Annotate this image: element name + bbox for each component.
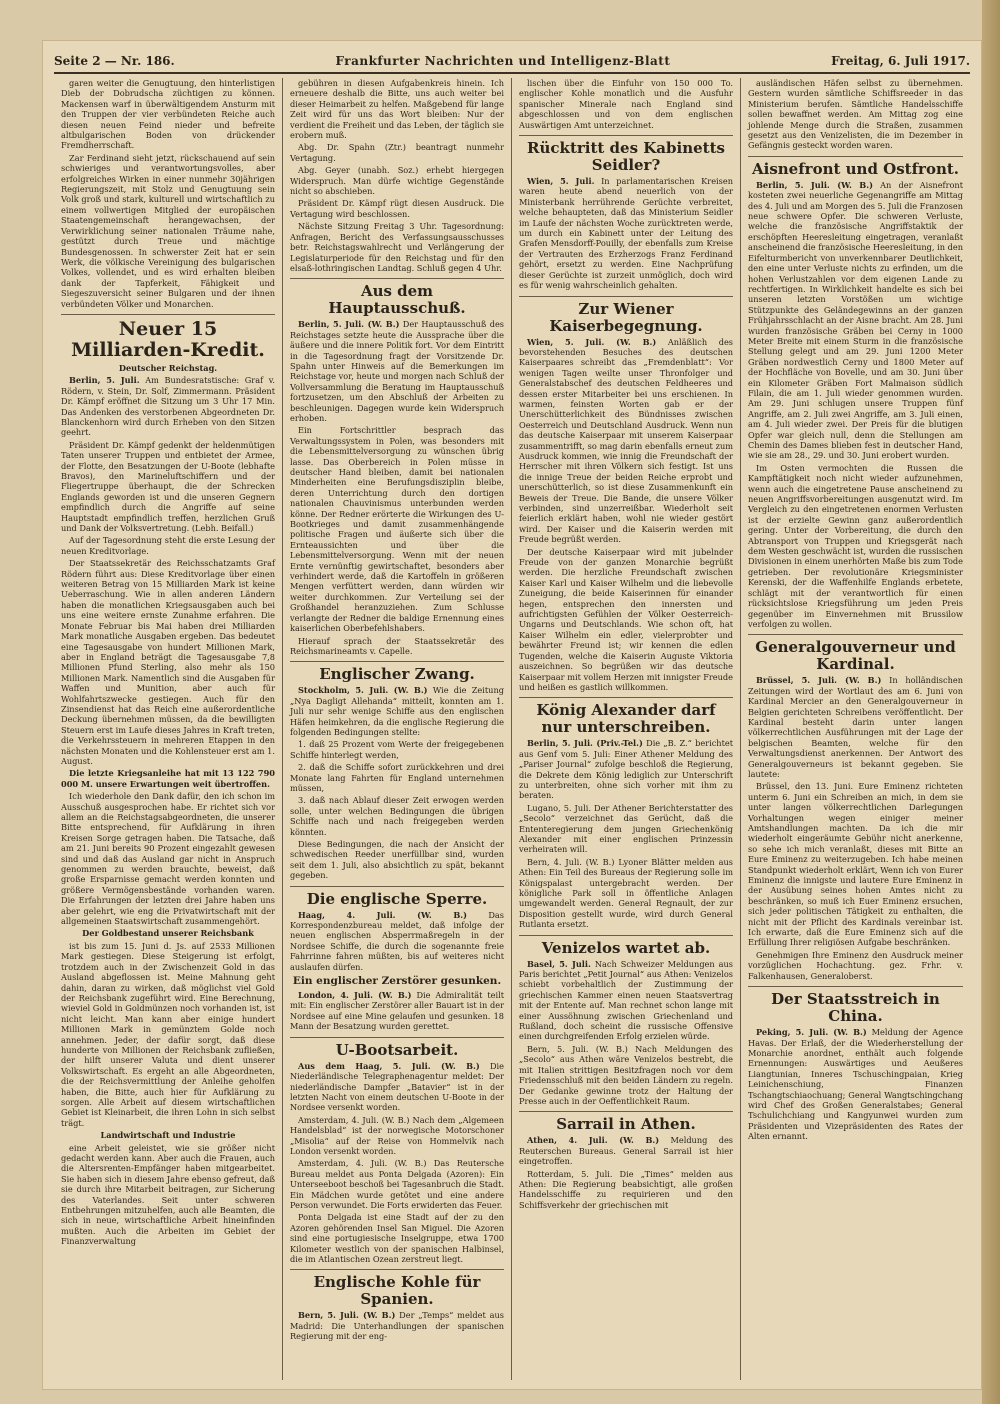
paragraph [748, 675, 963, 779]
paragraph: garen weiter die Genugtuung, den hinterlistigen Dieb der Dobrudscha züchtigen zu können. Mackensen warf in überwältigendem Ansturm mit den Truppen der vier verbündeten Reiche auch diesen neuen Feind nieder und befreite altbulgarischen Boden von drückender Fremdherrschaft. [61, 78, 275, 151]
column-2 [283, 78, 512, 1380]
headline-venizelos: Venizelos wartet ab. [519, 935, 733, 957]
paragraph: Bern, 5. Juli. (W. B.) Nach Meldungen des „Secolo“ aus Athen wäre Venizelos bestrebt, die mit Italien strittigen Besitzfragen noch vor dem Friedensschluß mit den beiden Ländern zu regeln. Der Gedanke gewinne trotz der Haltung der Presse auch in der Oeffentlichkeit Raum. [519, 1043, 733, 1106]
paragraph-text: Meldung der Agence Havas. Der Erlaß, der die Wiederherstellung der Monarchie anordnet, enthält auch folgende Ernennungen: Auswärtiges und Aeußeres Liangtunian, Inneres Tschuschingpaian, Krieg Leinichenschiung, Finanzen Tschangtschiaochuang; General Wangtschingchang wird Chef des Großen Generalstabes; General Tschulichchiang und Kangyunwei wurden zum Präsidenten und Vizepräsidenten des Rates der Alten ernannt. [748, 1027, 963, 1142]
dateline: Berlin, 5. Juli. (W. B.) [298, 319, 400, 330]
dateline: Berlin, 5. Juli. [69, 375, 140, 386]
paragraph [290, 685, 504, 737]
dateline: Brüssel, 5. Juli. (W. B.) [756, 675, 882, 686]
paragraph-text: Der Hauptausschuß des Reichstages setzte heute die Aussprache über die äußere und die innere Politik fort. Vor dem Eintritt in die Tagesordnung fragt der Vorsitzende Dr. Spahn unter Hinweis auf die Bemerkungen im Reichstage vor, heute und morgen nach Schluß der Vollversammlung die Beratung im Hauptausschuß fortzusetzen, um den Abschluß der Arbeiten zu beschleunigen. Dagegen wurde kein Widerspruch erhoben. [290, 319, 504, 423]
paragraph: Bern, 4. Juli. (W. B.) Lyoner Blätter melden aus Athen: Ein Teil des Bureaus der Regierung solle im Königspalast untergebracht werden. Der königliche Park soll in öffentliche Anlagen umgewandelt werden. General Regnault, der zur Disposition gestellt wurde, wird durch General Rutlanta ersetzt. [519, 856, 733, 930]
headline-kredit: Neuer 15 Milliarden-Kredit. [61, 314, 275, 361]
subheadline-reichstag: Deutscher Reichstag. [118, 362, 218, 373]
dateline: Wien, 5. Juli. (W. B.) [527, 336, 657, 347]
paragraph: Lugano, 5. Juli. Der Athener Berichterstatter des „Secolo“ verzeichnet das Gerücht, daß die Ententeregierung dem jungen Griechenkönig Alexander mit einer englischen Prinzessin verheiraten will. [519, 802, 733, 855]
paragraph [290, 910, 504, 972]
column-3 [512, 78, 741, 1380]
headline-sperre: Die englische Sperre. [290, 886, 504, 908]
paragraph: Die letzte Kriegsanleihe hat mit 13 122 790 000 M. unsere Erwartungen weit übertroffen. [61, 768, 275, 789]
paragraph [519, 176, 733, 290]
column-1 [54, 78, 283, 1380]
paragraph-text: In holländischen Zeitungen wird der Wortlaut des am 6. Juni von Kardinal Mercier an den Generalgouverneur in Belgien gerichteten Schreibens veröffentlicht. Der Kardinal besteht darin unter langen völkerrechtlichen Ausführungen mit der Lage der belgischen Beamten, welche für den Verwaltungsdienst anerkennen. Der Antwort des Generalgouverneurs ist bekannt gegeben. Sie lautete: [748, 675, 963, 779]
dateline: Basel, 5. Juli. [527, 958, 591, 969]
paragraph: ausländischen Häfen selbst zu übernehmen. Gestern wurden sämtliche Schiffsreeder in das Ministerium berufen. Sämtliche Handelsschiffe sollen bewaffnet werden. Am Mittag zog eine johlende Menge durch die Straßen, zusammen gesetzt aus den Venizelisten, die im Dezember in Gefängnis gesteckt worden waren. [748, 78, 963, 151]
paragraph [290, 990, 504, 1032]
paragraph [290, 1061, 504, 1113]
paragraph [748, 1027, 963, 1141]
dateline: Peking, 5. Juli. (W. B.) [756, 1027, 867, 1038]
paragraph-text: Die Niederländische Telegraphenagentur meldet: Der niederländische Dampfer „Batavier“ ist in der letzten Nacht von einem deutschen U-Boote in der Nordsee versenkt worden. [290, 1060, 504, 1113]
headline-zerstoerer: Ein englischer Zerstörer gesunken. [292, 975, 502, 988]
paragraph: Amsterdam, 4. Juli. (W. B.) Das Reutersche Bureau meldet aus Ponta Delgada (Azoren): Ein Unterseeboot beschoß bei Tagesanbruch die Stadt. Ein Mädchen wurde getötet und eine andere Person verwundet. Die Forts erwiderten das Feuer. [290, 1158, 504, 1210]
paragraph: Der deutsche Kaiserpaar wird mit jubelnder Freude von der ganzen Monarchie begrüßt werden. Die herzliche Freundschaft zwischen Kaiser Karl und Kaiser Wilhelm und die liebevolle Zuneigung, die beide Kaiserinnen für einander hegen, entsprechen den innersten und aufrichtigsten Gefühlen der Völker Oesterreich-Ungarns und Deutschlands. Wie schon oft, hat Kaiser Wilhelm ein edler, vielerprobter und bewährter Freund ist; wir kennen die edlen Tugenden, welche die Kaiserin Auguste Viktoria auszeichnen. So begrüßen wir das deutsche Kaiserpaar mit vollem Herzen mit innigster Freude und heißen es gastlich willkommen. [519, 546, 733, 692]
newspaper-title: Frankfurter Nachrichten und Intelligenz-Blatt [335, 54, 671, 68]
paragraph: Nächste Sitzung Freitag 3 Uhr. Tagesordnung: Anfragen, Bericht des Verfassungsausschusses betr. Reichstagswahlrecht und Verlängerung der Legislaturperiode für den Reichstag und für den elsaß-lothringischen Landtag. Schluß gegen 4 Uhr. [290, 221, 504, 273]
paragraph [519, 337, 733, 545]
headline-generalgouverneur: Generalgouverneur und Kardinal. [748, 634, 963, 673]
paragraph-text: In parlamentarischen Kreisen waren heute abend neuerlich von der Ministerbank herrührende Gerüchte verbreitet, welche behaupteten, daß das Ministerium Seidler im Laufe der nächsten Woche zurücktreten werde, um durch ein Kabinett unter der Leitung des Grafen Mensdorff-Pouilly, der ebenfalls zum Kreise der Vertrauten des Erzherzogs Franz Ferdinand gehört, ersetzt zu werden. Eine Nachprüfung dieser Gerüchte ist zurzeit unmöglich, doch wird es für wenig wahrscheinlich gehalten. [519, 176, 733, 291]
headline-zwang: Englischer Zwang. [290, 661, 504, 683]
headline-alexander: König Alexander darf nur unterschreiben. [519, 697, 733, 736]
paragraph-text: Am Bundesratstische: Graf v. Rödern, v. Stein, Dr. Solf, Zimmermann. Präsident Dr. Kämpf eröffnet die Sitzung um 3 Uhr 17 Min. Das Andenken des verstorbenen Abgeordneten Dr. Blanckenhorn wird durch Erheben von den Sitzen geehrt. [61, 375, 275, 438]
headline-front: Aisnefront und Ostfront. [748, 156, 963, 178]
paragraph [290, 1310, 504, 1341]
paragraph: Präsident Dr. Kämpf gedenkt der heldenmütigen Taten unserer Truppen und entbietet der Armee, der Flotte, den Besatzungen der U-Boote (lebhafte Bravos), den Marineluftschiffern und der Fliegertruppe überhaupt, die der Schrecken Englands geworden ist und die unseren Gegnern empfindlich durch die Angriffe auf seine Hauptstadt empfindlich treffen, herzlichen Gruß und Dank der Volksvertretung. (Lebh. Beifall.) [61, 439, 275, 534]
paragraph-text: Die Admiralität teilt mit: Ein englischer Zerstörer aller Bauart ist in der Nordsee auf eine Mine gelaufen und gesunken. 18 Mann der Besatzung wurden gerettet. [290, 990, 504, 1032]
paragraph: 2. daß die Schiffe sofort zurückkehren und drei Monate lang Fahrten für England unternehmen müssen, [290, 762, 504, 793]
paragraph [519, 738, 733, 800]
dateline: Haag, 4. Juli. (W. B.) [298, 909, 467, 920]
masthead [54, 50, 970, 74]
paragraph [519, 959, 733, 1042]
paragraph: Der Staatssekretär des Reichsschatzamts Graf Rödern führt aus: Diese Kreditvorlage über einen weiteren Betrag von 15 Milliarden Mark ist keine Ueberraschung. Wie in allen anderen Ländern haben die monatlichen Kriegsausgaben auch bei uns eine weitere ernste Zunahme erfahren. Die Monate Februar bis Mai haben drei Milliarden Mark monatliche Ausgaben ergeben. Das bedeutet eine Tagesausgabe von hundert Millionen Mark, aber in England beträgt die Tagesausgabe 7,8 Millionen Pfund Sterling, also mehr als 150 Millionen Mark. Namentlich sind die Ausgaben für Waffen und Munition, aber auch für Wohlfahrtszwecke gestiegen. Auch für den Zinsendienst hat das Reich eine außerordentliche Deckung übernehmen müssen, da die bewilligten Steuern erst im Laufe dieses Jahres in Kraft treten, die Verkehrssteuern in mehreren Etappen in den nächsten Monaten und die Kohlensteuer erst am 1. August. [61, 558, 275, 766]
dateline: Berlin, 5. Juli. (W. B.) [756, 179, 873, 190]
paragraph-text: Der „Temps“ meldet aus Madrid: Die Unterhandlungen der spanischen Regierung mit der eng- [290, 1310, 504, 1342]
newspaper-page [42, 40, 982, 1390]
paragraph-text: Anläßlich des bevorstehenden Besuches des deutschen Kaiserpaares schreibt das „Fremdenblatt“: Vor wenigen Tagen weilte unser Thronfolger und Generalstabschef des deutschen Feldheeres und dessen erster Mitarbeiter bei uns erschienen. In warmen, feinsten Worten gab er der Unerschütterlichkeit des Bündnisses zwischen Oesterreich und Deutschland Ausdruck. Wenn nun das deutsche Kaiserpaar mit unserem Kaiserpaar zusammentrifft, so mag darin ebenfalls erneut zum Ausdruck kommen, wie innig die Freundschaft der Herrscher mit ihren Völkern sich festigt. Ist uns die innige Treue der beiden Reiche erprobt und unerschütterlich, so ist diese Zusammenkunft ein Beweis der Treue. Die Bande, die unsere Völker verbinden, sind unzerreißbar. Wiederholt seit feierlich erklärt haben, wohl nie wieder gestört wird. Der Kaiser und die Kaiserin werden mit Freude begrüßt werden. [519, 336, 733, 545]
headline-uboot: U-Bootsarbeit. [290, 1037, 504, 1059]
paragraph: Amsterdam, 4. Juli. (W. B.) Nach dem „Algemeen Handelsblad“ ist der norwegische Motorschoner „Misolia“ auf der Reise von Hommelvik nach London versenkt worden. [290, 1114, 504, 1156]
paragraph-text: Das Korrespondenzbureau meldet, daß infolge der neuen englischen Absperrmaßregeln in der Nordsee Schiffe, die durch die sogenannte freie Fahrrinne fahren müßten, bis auf weiteres nicht auslaufen dürfen. [290, 909, 504, 972]
paragraph: Diese Bedingungen, die nach der Ansicht der schwedischen Reeder unerfüllbar sind, wurden seit dem 1. Juli, also absichtlich zu spät, bekannt gegeben. [290, 839, 504, 881]
paragraph [519, 1135, 733, 1166]
paragraph: eine Arbeit geleistet, wie sie größer nicht gedacht werden kann. Aber auch die Frauen, auch die Altersrenten-Empfänger haben mitgearbeitet. Sie haben sich in diesem Jahre ebenso gefreut, daß sie durch ihre Mitarbeit beitragen, zur Sicherung des Vaterlandes. Seit unter schweren Entbehrungen mitzuhelfen, auch alle Beamten, die sich in neue, wirtschaftliche Arbeit hineinfinden mußten. Auch die Arbeiten im Gebiet der Finanzverwaltung [61, 1142, 275, 1247]
paragraph: Zar Ferdinand sieht jetzt, rückschauend auf sein schwieriges und verantwortungsvolles, aber erfolgreiches Wirken in einer nunmehr 30jährigen Regierungszeit, mit Stolz und Genugtuung sein Volk groß und stark, kulturell und wirtschaftlich zu einem vollwertigen Mitglied der europäischen Staatengemeinschaft herangewachsen, der Verwirklichung seiner nationalen Träume nahe, gestützt durch Treue und mächtige Bundesgenossen. In schwerster Zeit hat er sein Werk, die völkische Vereinigung des bulgarischen Volkes, vollendet, und es wird erhalten bleiben dank der Tapferkeit, Fähigkeit und Siegeszuversicht seiner Bulgaren und der ihnen verbündeten Völker und Monarchen. [61, 152, 275, 309]
headline-kohle: Englische Kohle für Spanien. [290, 1269, 504, 1308]
headline-kaiser: Zur Wiener Kaiserbegegnung. [519, 296, 733, 335]
paragraph: 3. daß nach Ablauf dieser Zeit erwogen werden solle, unter welchen Bedingungen die übrigen Schiffe nach und nach freigegeben werden könnten. [290, 795, 504, 837]
paragraph: Rotterdam, 5. Juli. Die „Times“ melden aus Athen: Die Regierung beabsichtigt, alle großen Handelsschiffe zu requirieren und den Schiffsverkehr der griechischen mit [519, 1168, 733, 1210]
paragraph: Ponta Delgada ist eine Stadt auf der zu den Azoren gehörenden Insel San Miguel. Die Azoren sind eine portugiesische Inselgruppe, etwa 1700 Kilometer westlich von der spanischen Halbinsel, die im Atlantischen Ozean zerstreut liegt. [290, 1212, 504, 1264]
dateline: Bern, 5. Juli. (W. B.) [298, 1310, 396, 1321]
paragraph [61, 375, 275, 437]
page-edge [982, 0, 1000, 1404]
paragraph: Hierauf sprach der Staatssekretär des Reichsmarineamts v. Capelle. [290, 635, 504, 656]
subheadline-land: Landwirtschaft und Industrie [100, 1130, 236, 1141]
headline-china: Der Staatsstreich in China. [748, 986, 963, 1025]
paragraph: Auf der Tagesordnung steht die erste Lesung der neuen Kreditvorlage. [61, 535, 275, 556]
paragraph: Ich wiederhole den Dank dafür, den ich schon im Ausschuß ausgesprochen habe. Er richtet sich vor allem an die Reichstagsabgeordneten, die unserer Bitte entsprechend, für Aufklärung in ihren Kreisen Sorge getragen haben. Die Tatsache, daß am 21. Juni bereits 90 Prozent eingezahlt gewesen sind und daß das Ausland gar nicht in Anspruch genommen zu werden brauchte, beweist, daß große Ersparnisse gemacht werden konnten und größere Vermögensbestände vorhanden waren. Die Erfahrungen der letzten drei Jahre haben uns aber gelehrt, wie eng die Privatwirtschaft mit der allgemeinen Staatswirtschaft zusammengehört. [61, 791, 275, 927]
headline-sarrail: Sarrail in Athen. [519, 1111, 733, 1133]
paragraph [290, 319, 504, 423]
columns [54, 78, 970, 1380]
paragraph-text: Meldung des Reuterschen Bureaus. General Sarrail ist hier eingetroffen. [519, 1135, 733, 1167]
paragraph: Im Osten vermochten die Russen die Kampftätigkeit noch nicht wieder aufzunehmen, wenn auch die eingetretene Pause anscheinend zu neuen Angriffsvorbereitungen ausgenutzt wird. Im Vergleich zu den eingetretenen enormen Verlusten ist der erzielte Gewinn ganz außerordentlich gering. Unter der Vorbereitung, die durch den Abtransport von Truppen und Kriegsgerät nach dem Westen geschwächt ist, wurden die russischen Divisionen in einem unerhörten Maße bis zum Tode getrieben. Der revolutionäre Kriegsminister Kerenski, der die Waffenhilfe Englands erbetete, schlägt mit der verantwortlich für einen rücksichtslose Kriegsführung um jeden Preis gegenüber im Einvernehmen mit Brussilow verfolgen zu wollen. [748, 462, 963, 629]
paragraph: ist bis zum 15. Juni d. Js. auf 2533 Millionen Mark gestiegen. Diese Steigerung ist erfolgt, trotzdem auch in der Zwischenzeit Gold in das Ausland abgeflossen ist. Meine Mahnung geht dahin, daran zu wirken, daß möglichst viel Gold der Reichsbank zugeführt wird. Eine Berechnung, wieviel Gold in Goldmünzen noch vorhanden ist, ist nicht leicht. Man kann aber einige hundert Millionen Mark in gemünztem Golde noch annehmen. Jeder, der dafür sorgt, daß diese hunderte von Millionen der Reichsbank zufließen, der hilft unserer Valuta und dient unserer Volkswirtschaft. Es ergeht an alle Abgeordneten, die der Reichsvermittlung der Anleihe geholfen haben, die Bitte, auch hier für Aufklärung zu sorgen. Alle Arbeit auf diesem wirtschaftlichen Gebiet ist Kleinarbeit, die ihren Lohn in sich selbst trägt. [61, 940, 275, 1128]
paragraph: Abg. Geyer (unabh. Soz.) erhebt hiergegen Widerspruch. Man dürfe wichtige Gegenstände nicht so abschieben. [290, 165, 504, 197]
paragraph-text: Die „B. Z.“ berichtet aus Genf vom 5. Juli: Einer Athener Meldung des „Pariser Journal“ zufolge beschloß die Regierung, die Dekrete dem König lediglich zur Unterschrift zu unterbreiten, ohne sich vorher mit ihm zu beraten. [519, 738, 733, 801]
paragraph-text: An der Aisnefront kosteten zwei neuerliche Gegenangriffe am Mittag des 4. Juli und am Morgen des 5. Juli die Franzosen neue schwere Opfer. Die schweren Verluste, welche die französische Angriffstaktik der erschöpften Heeresleitung eingetragen, veranlaßt anscheinend die französische Heeresleitung, in den Eifelturmbericht von unverkennbarer Deutlichkeit, den eine unter Verluste nichts zu erfinden, um die hohen Verlustzahlen vor dem eigenen Lande zu rechtfertigen. In Wirklichkeit handelte es sich bei unseren letzten Vorstößen um wichtige Stützpunkte des Geländegewinns an der ganzen Frühjahrsschlacht an der Aisne bracht. Am 28. Juni wurden französische Gräben bei Cerny in 1000 Meter Breite mit einem Sturm in die französische Stellung gelegt und am 29. Juni 1200 Meter Gräben nordwestlich Cerny und 1800 Meter auf der Hochfläche von Bovelle, und am 30. Juni über ein Kilometer Gräben Fort Malmaison südlich Filain, die am 1. Juli wieder genommen wurden. Am 29. Juni schlugen unsere Truppen fünf Angriffe, am 2. Juli zwei Angriffe, am 3. Juli einen, am 4. Juli wieder zwei. Der Preis für die blutigen Opfer war gleich null, denn die Stellungen am Chemin des Dames blieben fest in deutscher Hand, wie sie am 28., 29. und 30. Juni erobert wurden. [748, 179, 963, 461]
paragraph: Ein Fortschrittler besprach das Verwaltungssystem in Polen, was besonders mit die Lebensmittelversorgung zu wünschen übrig lasse. Das Oberbereich in Polen müsse in deutscher Hand bleiben, damit bei nationalen Minderheiten eine Berufungsdisziplin bleibe, deren Unterrichtung durch den dortigen nationalen Chauvinismus unterbunden werden könne. Der Redner erörterte die Wirkungen des U-Bootkrieges und damit zusammenhängende politische Fragen und äußerte sich über die Ernteaussichten und über die Lebensmittelversorgung. Wenn mit der neuen Ernte vernünftig gewirtschaftet, besonders aber verhindert werde, daß die Kartoffeln in größeren Mengen verfüttert werden, dann würden wir weiter durchkommen. Zur Verteilung sei der Großhandel heranzuziehen. Zum Schlusse verlangte der Redner die baldige Ernennung eines kaiserlichen Oberbefehlshabers. [290, 425, 504, 634]
paragraph: 1. daß 25 Prozent vom Werte der freigegebenen Schiffe hinterlegt werden, [290, 739, 504, 760]
column-4 [741, 78, 970, 1380]
headline-hauptausschuss: Aus dem Hauptausschuß. [290, 278, 504, 317]
page-number: Seite 2 — Nr. 186. [54, 54, 175, 68]
paragraph: Genehmigen Ihre Eminenz den Ausdruck meiner vorzüglichen Hochachtung. gez. Frhr. v. Falkenhausen, Generaloberst. [748, 949, 963, 981]
paragraph [748, 180, 963, 461]
dateline: Athen, 4. Juli. (W. B.) [527, 1135, 660, 1146]
paragraph-text: Nach Schweizer Meldungen aus Paris berichtet „Petit Journal“ aus Athen: Venizelos schiebt vorbehaltlich der Zustimmung der griechischen Kammer einen neuen Staatsvertrag mit der Entente auf. Man rechnet schon lange mit einer Aussöhnung zwischen Griechenland und Rußland, doch scheint die russische Offensive einen durchgreifenden Erfolg erzielen würde. [519, 958, 733, 1042]
headline-seidler: Rücktritt des Kabinetts Seidler? [519, 135, 733, 174]
dateline: Aus dem Haag, 5. Juli. (W. B.) [298, 1060, 480, 1071]
issue-date: Freitag, 6. Juli 1917. [831, 54, 970, 68]
dateline: Wien, 5. Juli. [527, 176, 595, 187]
paragraph-text: Wie die Zeitung „Nya Dagligt Allehanda“ mitteilt, konnten am 1. Juli nur sehr wenige Schiffe aus den englischen Häfen heimkehren, da die englische Regierung die folgenden Bedingungen stellte: [290, 685, 504, 737]
paragraph: Brüssel, den 13. Juni. Eure Eminenz richteten unterm 6. Juni ein Schreiben an mich, in dem sie unter langen völkerrechtlichen Darlegungen Vorhaltungen wegen einiger meiner Amtshandlungen machten. Da ich die mir wiederholt eingeräumte Gebühr nicht anerkenne, so sehe ich mich veranlaßt, dieses mit Bitte an Eure Eminenz zu weiterzugeben. Ich habe meinen Standpunkt wiederholt erklärt, Wenn ich von Eurer Eminenz die innigste und lautere Eure Eminenz in der Ausübung seines hohen Amtes nicht zu beschränken, so muß ich Euer Eminenz ersuchen, sich jeder politischen Tätigkeit zu enthalten, die nicht mit der Pflicht des Kardinals vereinbar ist. Ich erwarte, daß die Eure Eminenz sich auf die Erfüllung Ihrer religiösen Aufgabe beschränken. [748, 781, 963, 948]
paragraph: lischen über die Einfuhr von 150 000 To. englischer Kohle monatlich und die Ausfuhr spanischer Minerale nach England sind abgeschlossen und von dem englischen Auswärtigen Amt unterzeichnet. [519, 78, 733, 130]
dateline: London, 4. Juli. (W. B.) [298, 990, 412, 1001]
dateline: Berlin, 5. Juli. (Priv.-Tel.) [527, 738, 643, 749]
dateline: Stockholm, 5. Juli. (W. B.) [298, 685, 428, 696]
paragraph: gebühren in diesen Aufgabenkreis hinein. Ich erneuere deshalb die Bitte, uns auch weiter bei dieser Heimarbeit zu helfen. Maßgebend für lange Zeit wird für uns das Wort bleiben: Nur der verdient die Freiheit und das Leben, der täglich sie erobern muß. [290, 78, 504, 141]
paragraph: Abg. Dr. Spahn (Ztr.) beantragt nunmehr Vertagung. [290, 142, 504, 163]
subheadline-gold: Der Goldbestand unserer Reichsbank [82, 928, 254, 939]
paragraph: Präsident Dr. Kämpf rügt diesen Ausdruck. Die Vertagung wird beschlossen. [290, 198, 504, 219]
